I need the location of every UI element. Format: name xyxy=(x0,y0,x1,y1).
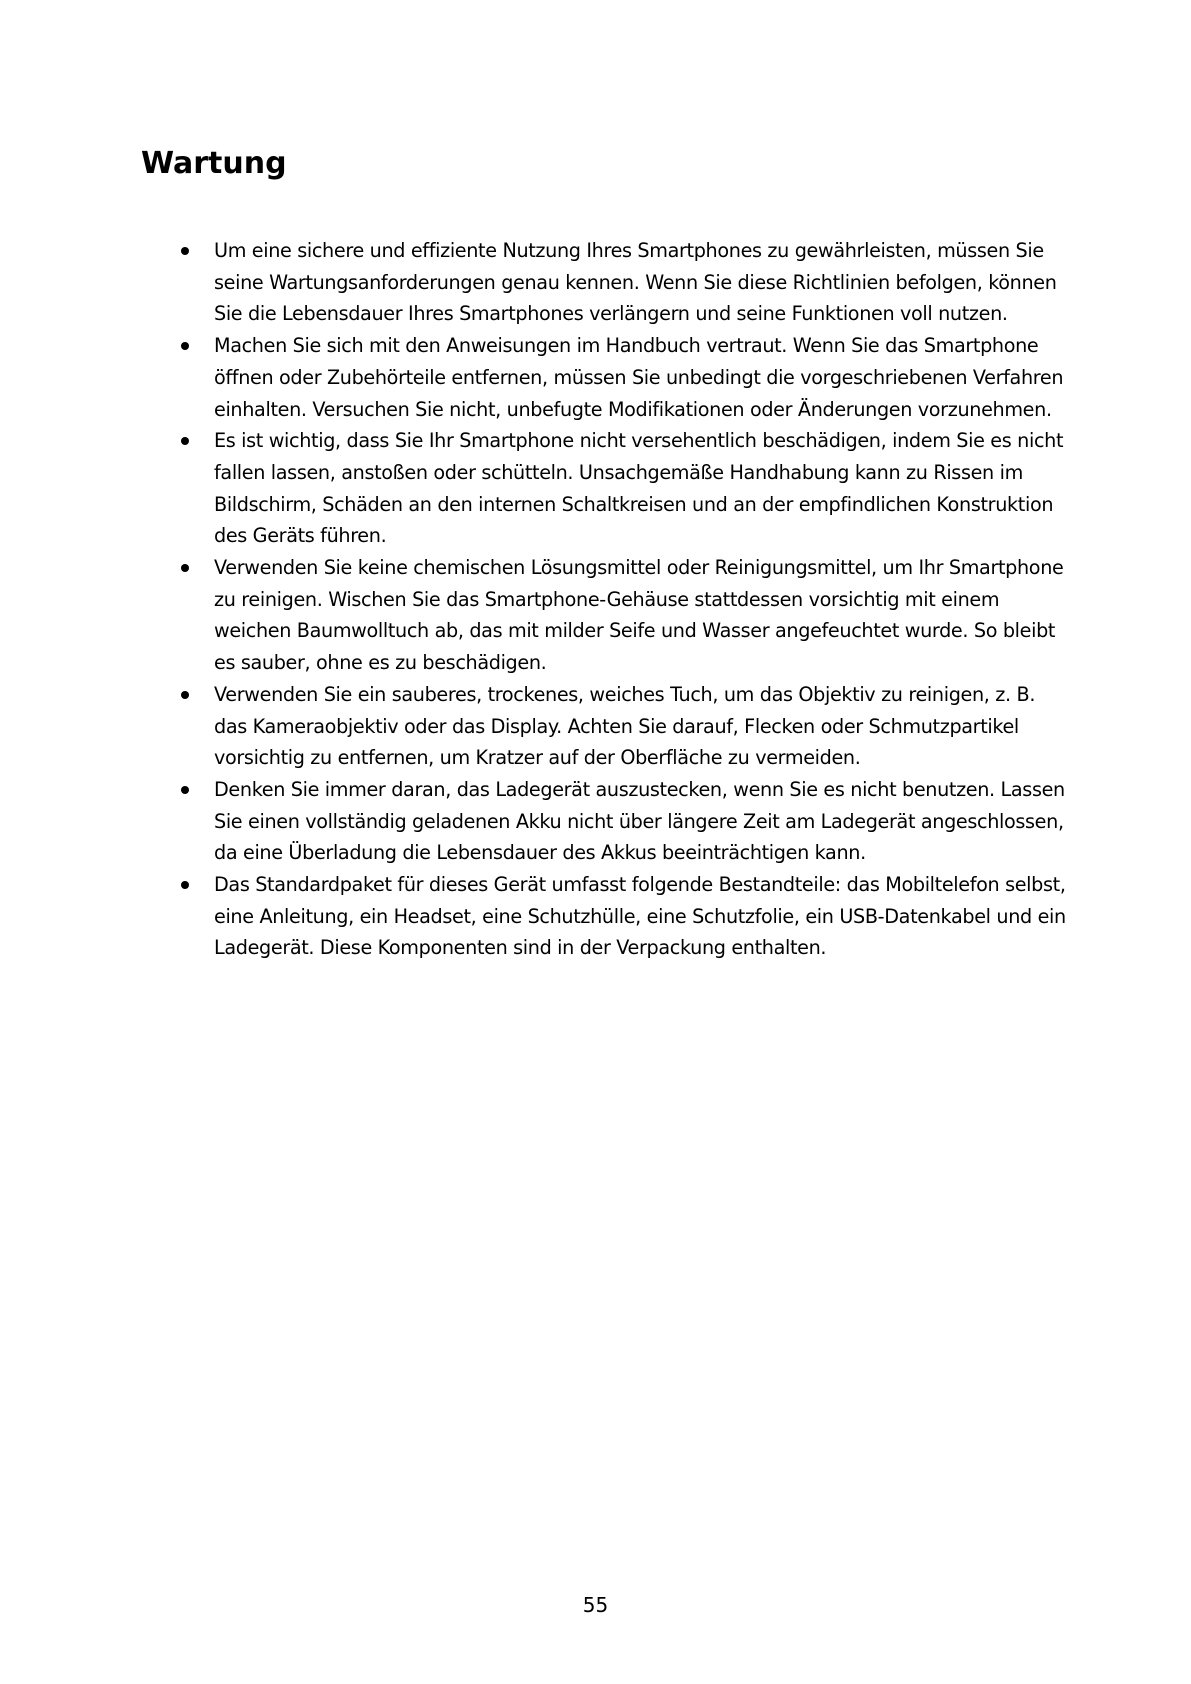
bullet-item xyxy=(0,425,1070,552)
bullet-text: Machen Sie sich mit den Anweisungen im Handbuch vertraut. Wenn Sie das Smartphone öffnen oder Zubehörteile entfernen, müssen Sie unbedingt die vorgeschriebenen Verfahren einhalten. Versuchen Sie nicht, unbefugte Modifikationen oder Änderungen vorzunehmen. xyxy=(214,334,1064,421)
bullet-text: Verwenden Sie ein sauberes, trockenes, weiches Tuch, um das Objektiv zu reinigen, z. B. das Kameraobjektiv oder das Display. Achten Sie darauf, Flecken oder Schmutzpartikel vorsichtig zu entfernen, um Kratzer auf der Oberfläche zu vermeiden. xyxy=(214,682,1036,770)
bullet-dot-icon xyxy=(181,342,189,350)
page-number: 55 xyxy=(582,1593,609,1617)
bullet-text: Denken Sie immer daran, das Ladegerät auszustecken, wenn Sie es nicht benutzen. Lassen Sie einen vollständig geladenen Akku nicht über längere Zeit am Ladegerät angeschlossen, da eine Überladung die Lebensdauer des Akkus beeinträchtigen kann. xyxy=(214,777,1065,865)
bullet-item xyxy=(0,235,1070,330)
bullet-text: Verwenden Sie keine chemischen Lösungsmittel oder Reinigungsmittel, um Ihr Smartphone zu reinigen. Wischen Sie das Smartphone-Gehäuse stattdessen vorsichtig mit einem weichen Baumwolltuch ab, das mit milder Seife und Wasser angefeuchtet wurde. So bleibt es sauber, ohne es zu beschädigen. xyxy=(214,556,1064,675)
bullet-item xyxy=(0,869,1070,964)
bullet-dot-icon xyxy=(181,881,189,889)
bullet-dot-icon xyxy=(181,437,189,445)
page-title: Wartung xyxy=(141,146,287,181)
bullet-item xyxy=(0,330,1070,425)
bullet-text: Um eine sichere und effiziente Nutzung Ihres Smartphones zu gewährleisten, müssen Sie seine Wartungsanforderungen genau kennen. Wenn Sie diese Richtlinien befolgen, können Sie die Lebensdauer Ihres Smartphones verlängern und seine Funktionen voll nutzen. xyxy=(214,239,1057,326)
bullet-dot-icon xyxy=(181,786,189,794)
maintenance-bullet-list xyxy=(0,235,1191,964)
bullet-text: Das Standardpaket für dieses Gerät umfasst folgende Bestandteile: das Mobiltelefon selbst, eine Anleitung, ein Headset, eine Schutzhülle, eine Schutzfolie, ein USB-Datenkabel und ein Ladegerät. Diese Komponenten sind in der Verpackung enthalten. xyxy=(214,873,1066,960)
bullet-dot-icon xyxy=(181,247,189,255)
bullet-item xyxy=(0,679,1070,774)
bullet-dot-icon xyxy=(181,691,189,699)
bullet-text: Es ist wichtig, dass Sie Ihr Smartphone nicht versehentlich beschädigen, indem Sie es nicht fallen lassen, anstoßen oder schütteln. Unsachgemäße Handhabung kann zu Rissen im Bildschirm, Schäden an den internen Schaltkreisen und an der empfindlichen Konstruktion des Geräts führen. xyxy=(214,429,1064,548)
bullet-dot-icon xyxy=(181,564,189,572)
bullet-item xyxy=(0,774,1070,869)
bullet-item xyxy=(0,552,1070,679)
